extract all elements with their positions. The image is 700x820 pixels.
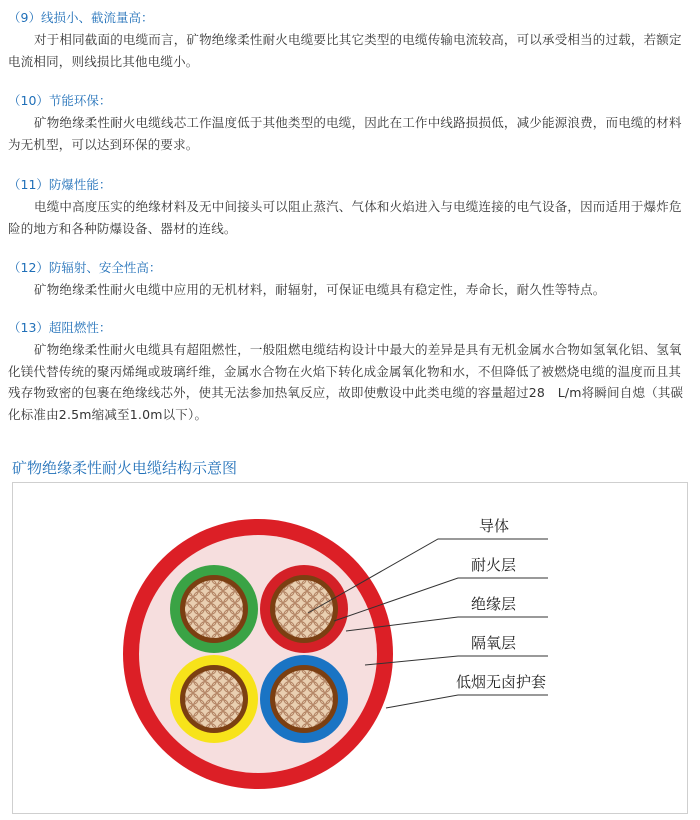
- core-blue: [260, 655, 348, 743]
- section-title: （10）节能环保：: [8, 93, 112, 108]
- cable-cross-section-svg: [13, 483, 689, 815]
- section-body: 矿物绝缘柔性耐火电缆具有超阻燃性，一般阻燃电缆结构设计中最大的差异是具有无机金属水合物如氢氧化铝、氢氧化镁代替传统的聚丙烯绳或玻璃纤维，金属水合物在火焰下转化成金属氧化物和水，不但降低了被燃烧电缆的温度而且其残存物致密的包裹在绝缘线芯外，使其无法参加热氧反应，故即使敷设中此类电缆的容量超过28 L/m将瞬间自熄（其碳化标准由2.5m缩减至1.0m以下）。: [8, 342, 684, 422]
- label-sheath: 低烟无卤护套: [456, 673, 547, 691]
- section-body: 电缆中高度压实的绝缘材料及无中间接头可以阻止蒸汽、气体和火焰进入与电缆连接的电气设备，因而适用于爆炸危险的地方和各种防爆设备、器材的连线。: [8, 199, 682, 236]
- section-12: [8, 260, 692, 301]
- section-title: （9）线损小、截流量高：: [8, 10, 154, 25]
- leader-line-sheath: [386, 695, 548, 708]
- section-10: [8, 93, 692, 155]
- label-fire-layer: 耐火层: [471, 556, 517, 574]
- section-11: [8, 177, 692, 239]
- label-insulation: 绝缘层: [471, 595, 517, 613]
- section-9: [8, 10, 692, 72]
- core-red: [260, 565, 348, 653]
- section-body: 矿物绝缘柔性耐火电缆中应用的无机材料，耐辐射，可保证电缆具有稳定性，寿命长，耐久性等特点。: [34, 282, 606, 297]
- section-title: （13）超阻燃性：: [8, 320, 112, 335]
- cable-diagram: [12, 482, 688, 814]
- oxygen-barrier: [139, 535, 377, 773]
- section-13: [8, 320, 692, 425]
- section-title: （12）防辐射、安全性高：: [8, 260, 162, 275]
- core-yellow: [170, 655, 258, 743]
- section-body: 对于相同截面的电缆而言，矿物绝缘柔性耐火电缆要比其它类型的电缆传输电流较高，可以承受相当的过载，若额定电流相同，则线损比其他电缆小。: [8, 32, 682, 69]
- core-green: [170, 565, 258, 653]
- section-body: 矿物绝缘柔性耐火电缆线芯工作温度低于其他类型的电缆，因此在工作中线路损损低，减少能源浪费，而电缆的材料为无机型，可以达到环保的要求。: [8, 115, 682, 152]
- diagram-title: 矿物绝缘柔性耐火电缆结构示意图: [12, 459, 238, 477]
- label-oxygen-barrier: 隔氧层: [471, 634, 517, 652]
- label-conductor: 导体: [479, 517, 510, 535]
- section-title: （11）防爆性能：: [8, 177, 112, 192]
